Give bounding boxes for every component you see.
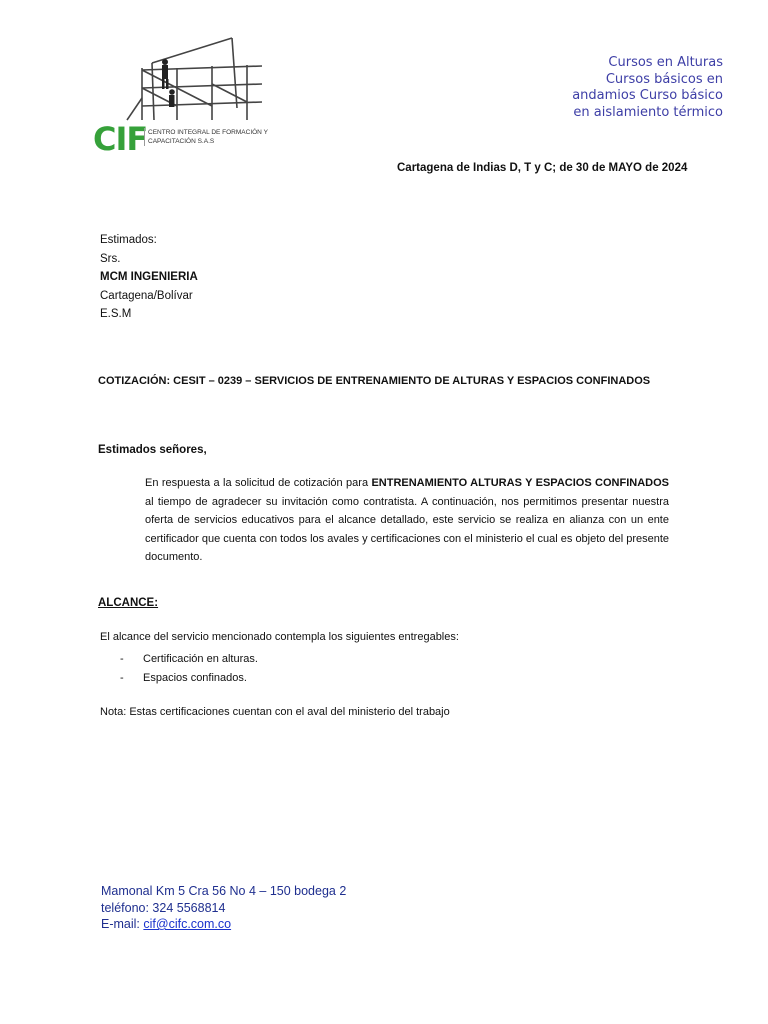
service-line: Cursos en Alturas [608,55,723,70]
body-part1: En respuesta a la solicitud de cotización para [145,477,372,489]
logo-subtitle-line1: CENTRO INTEGRAL DE FORMACIÓN Y [148,129,268,136]
recipient-greeting: Estimados: [100,234,157,246]
body-highlight: ENTRENAMIENTO ALTURAS Y ESPACIOS CONFINADOS [371,477,669,489]
recipient-block [100,231,198,324]
service-line: en aislamiento térmico [573,104,723,120]
recipient-city: Cartagena/Bolívar [100,289,193,302]
list-item-text: Certificación en alturas. [143,653,258,665]
footer-contact [101,883,346,933]
footer-email-line [101,916,346,933]
logo-subtitle [144,128,273,146]
list-item [120,669,258,688]
list-item-text: Espacios confinados. [143,672,247,684]
list-item [120,650,258,669]
date-line: Cartagena de Indias D, T y C; de 30 de MAYO de 2024 [397,162,688,174]
logo-subtitle-line2: CAPACITACIÓN S.A.S [148,138,215,145]
email-link[interactable]: cif@cifc.com.co [143,917,232,931]
alcance-title: ALCANCE: [98,597,159,609]
service-line: Cursos básicos en [605,71,723,87]
subject-line: COTIZACIÓN: CESIT – 0239 – SERVICIOS DE ENTRENAMIENTO DE ALTURAS Y ESPACIOS CONFINADOS [98,375,651,387]
services-header [483,55,723,121]
bullet-dash: - [120,672,124,684]
footer-phone: teléfono: 324 5568814 [101,900,226,915]
company-logo [82,28,267,158]
scaffold-icon [82,28,267,123]
bullet-dash: - [120,653,124,665]
service-line: andamios Curso básico [572,88,723,103]
body-paragraph [145,474,669,567]
alcance-intro: El alcance del servicio mencionado contempla los siguientes entregables: [100,631,459,643]
recipient-title: Srs. [100,252,121,265]
logo-letters: CIF [93,120,148,158]
footer-address: Mamonal Km 5 Cra 56 No 4 – 150 bodega 2 [101,884,347,898]
note-line: Nota: Estas certificaciones cuentan con el aval del ministerio del trabajo [100,706,450,718]
recipient-esm: E.S.M [100,308,132,320]
recipient-company: MCM INGENIERIA [100,271,198,283]
salutation: Estimados señores, [98,444,207,456]
body-part2: al tiempo de agradecer su invitación como contratista. A continuación, nos permitimos presentar nuestra oferta de servicios educativos para el alcance detallado, este servicio se realiza en alianza con un ente certificador que cuenta con todos los avales y certificaciones con el ministerio el cual es objeto del presente documento. [145,495,670,563]
deliverables-list [120,650,258,688]
footer-email-label: E-mail: [101,917,144,931]
